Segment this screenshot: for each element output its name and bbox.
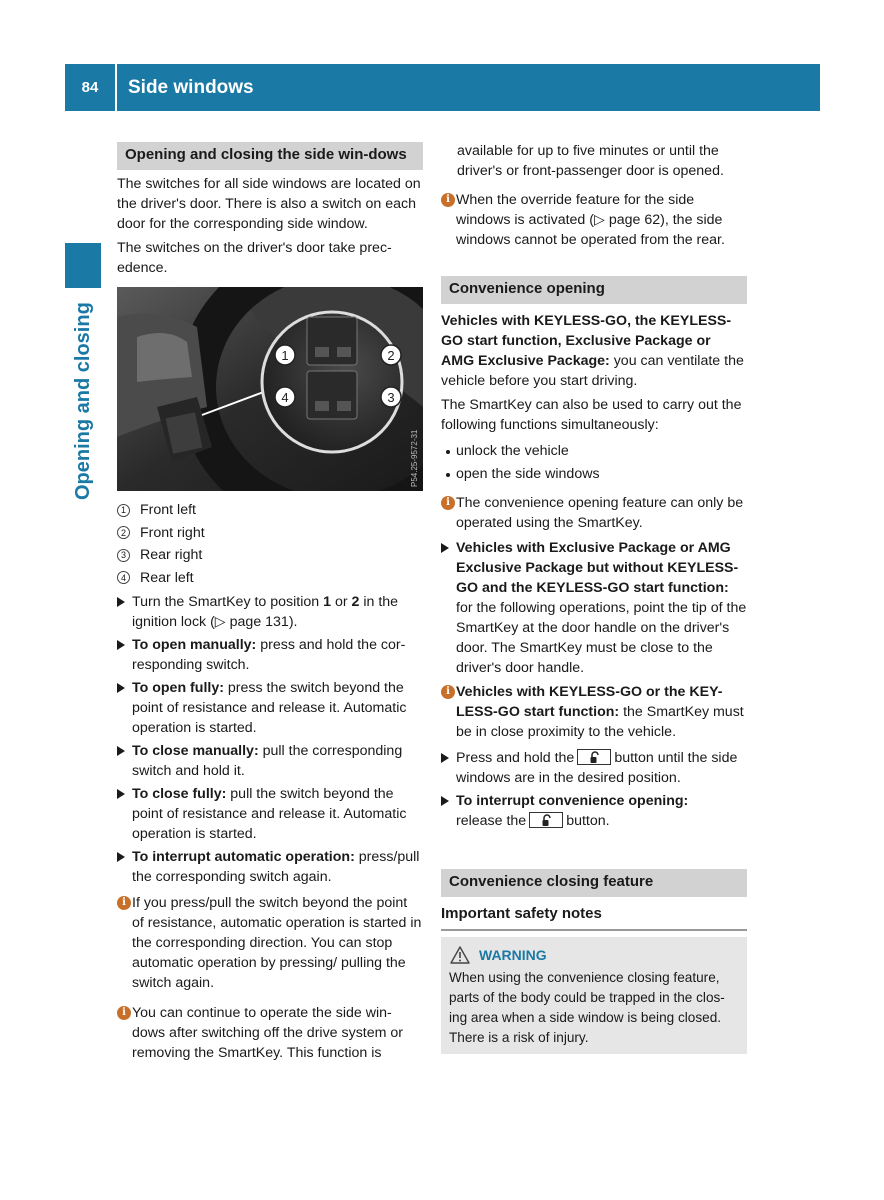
caption-number: 1 [117, 504, 130, 517]
caption-number: 3 [117, 549, 130, 562]
instruction-step: To interrupt convenience opening: release the button. [441, 791, 747, 831]
svg-text:2: 2 [387, 348, 395, 363]
step-arrow-icon [117, 597, 125, 607]
caption-number: 4 [117, 571, 130, 584]
caption-number: 2 [117, 526, 130, 539]
page-header [65, 64, 820, 111]
info-note: i Vehicles with KEYLESS-GO or the KEY-LESS-GO start function: the SmartKey must be in close proximity to the vehicle. [441, 682, 747, 742]
step-arrow-icon [117, 683, 125, 693]
instruction-step: To interrupt automatic operation: press/pull the corresponding switch again. [117, 847, 423, 887]
intro-paragraph: The switches on the driver's door take prec-edence. [117, 240, 392, 276]
step-arrow-icon [441, 543, 449, 553]
step-arrow-icon [117, 746, 125, 756]
instruction-step: To open manually: press and hold the cor-responding switch. [117, 635, 423, 675]
subsection-heading-safety: Important safety notes [441, 904, 747, 931]
caption-item [117, 499, 423, 522]
svg-text:4: 4 [281, 390, 289, 405]
instruction-step: To close manually: pull the corresponding switch and hold it. [117, 741, 423, 781]
page-number: 84 [81, 79, 99, 96]
unlock-key-icon [577, 749, 611, 765]
info-note: i When the override feature for the side windows is activated (▷ page 62), the side windows cannot be operated from the rear. [441, 190, 747, 250]
right-column [441, 141, 747, 1054]
instruction-step: Press and hold the button until the side windows are in the desired position. [441, 748, 747, 788]
info-icon: i [441, 193, 455, 207]
header-divider [115, 64, 117, 111]
caption-item [117, 522, 423, 545]
step-arrow-icon [117, 852, 125, 862]
instruction-step: Turn the SmartKey to position 1 or 2 in the ignition lock (▷ page 131). [117, 592, 423, 632]
svg-text:3: 3 [387, 390, 395, 405]
section-heading-convenience-closing: Convenience closing feature [441, 869, 747, 897]
warning-text: When using the convenience closing feature, parts of the body could be trapped in the clos-ing area when a side window is being closed. There is a risk of injury. [449, 970, 725, 1045]
list-item: open the side windows [441, 464, 747, 484]
window-switch-photo [117, 287, 423, 491]
instruction-step: To close fully: pull the switch beyond the point of resistance and release it. Automatic operation is started. [117, 784, 423, 844]
step-arrow-icon [117, 640, 125, 650]
chapter-tab: Opening and closing [72, 302, 94, 500]
info-icon: i [441, 496, 455, 510]
instruction-step: Vehicles with Exclusive Package or AMG Exclusive Package but without KEYLESS-GO and the KEYLESS-GO start function: for the following operations, point the tip of the SmartKey at the door handle on the driver's door. The SmartKey must be close to the driver's door handle. [441, 538, 747, 678]
warning-box [441, 937, 747, 1054]
info-note: i If you press/pull the switch beyond the point of resistance, automatic operation is started in the corresponding direction. You can stop automatic operation by pressing/ pulling the switch again. [117, 893, 423, 993]
warning-heading: WARNING [449, 945, 739, 965]
svg-text:1: 1 [281, 348, 289, 363]
convenience-intro: Vehicles with KEYLESS-GO, the KEYLESS-GO start function, Exclusive Package or AMG Exclusive Package: you can ventilate the vehicle before you start driving. [441, 313, 744, 389]
image-code: P54.25-9572-31 [410, 429, 419, 487]
info-icon: i [117, 1006, 131, 1020]
caption-item [117, 567, 423, 590]
step-arrow-icon [441, 753, 449, 763]
left-column [117, 142, 423, 1063]
continued-paragraph: available for up to five minutes or until the driver's or front-passenger door is opened. [457, 143, 724, 179]
info-note: i You can continue to operate the side win-dows after switching off the drive system or removing the SmartKey. This function is [117, 1003, 423, 1063]
chapter-marker [65, 243, 101, 288]
caption-item [117, 544, 423, 567]
step-arrow-icon [441, 796, 449, 806]
caption-label: Rear right [140, 547, 203, 564]
caption-label: Front left [140, 502, 196, 519]
photo-captions [117, 499, 423, 589]
warning-triangle-icon [450, 946, 470, 964]
instruction-step: To open fully: press the switch beyond the point of resistance and release it. Automatic operation is started. [117, 678, 423, 738]
step-arrow-icon [117, 789, 125, 799]
section-heading-convenience-opening: Convenience opening [441, 276, 747, 304]
info-icon: i [441, 685, 455, 699]
section-heading-open-close: Opening and closing the side win-dows [117, 142, 423, 170]
list-item: unlock the vehicle [441, 441, 747, 461]
smartkey-paragraph: The SmartKey can also be used to carry out the following functions simultaneously: [441, 397, 742, 433]
page-title: Side windows [128, 76, 254, 98]
caption-label: Front right [140, 524, 205, 541]
intro-paragraph: The switches for all side windows are located on the driver's door. There is also a switch on each door for the corresponding side window. [117, 176, 421, 232]
info-icon: i [117, 896, 131, 910]
unlock-key-icon [529, 812, 563, 828]
caption-label: Rear left [140, 569, 194, 586]
info-note: i The convenience opening feature can only be operated using the SmartKey. [441, 493, 747, 533]
